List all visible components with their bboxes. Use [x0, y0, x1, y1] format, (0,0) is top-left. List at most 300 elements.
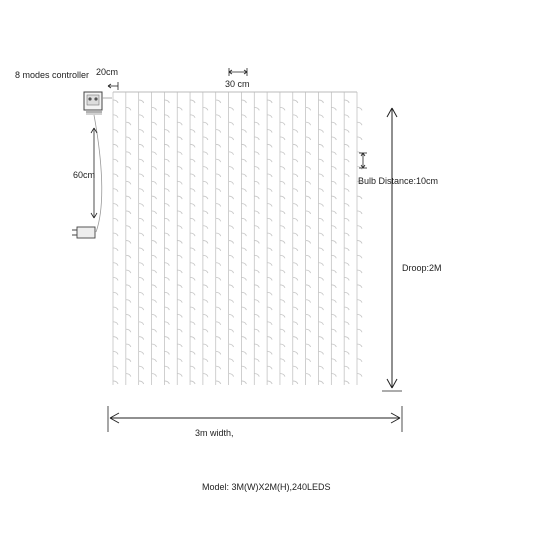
led-strand: [357, 92, 362, 385]
led-bulb-icon: [164, 115, 169, 118]
led-bulb-icon: [139, 337, 144, 340]
led-bulb-icon: [254, 226, 259, 229]
led-bulb-icon: [126, 374, 131, 377]
led-bulb-icon: [164, 351, 169, 354]
led-bulb-icon: [267, 263, 272, 266]
led-bulb-icon: [280, 211, 285, 214]
led-bulb-icon: [241, 292, 246, 295]
led-bulb-icon: [318, 366, 323, 369]
led-bulb-icon: [306, 211, 311, 214]
led-bulb-icon: [306, 329, 311, 332]
droop-label: Droop:2M: [402, 263, 442, 273]
led-bulb-icon: [203, 167, 208, 170]
led-bulb-icon: [357, 344, 362, 347]
led-bulb-icon: [203, 255, 208, 258]
led-bulb-icon: [229, 314, 234, 317]
led-bulb-icon: [280, 270, 285, 273]
led-bulb-icon: [241, 233, 246, 236]
led-bulb-icon: [254, 137, 259, 140]
led-bulb-icon: [344, 337, 349, 340]
led-bulb-icon: [241, 351, 246, 354]
led-bulb-icon: [293, 100, 298, 103]
led-strand: [280, 92, 285, 385]
led-bulb-icon: [164, 263, 169, 266]
led-bulb-icon: [241, 366, 246, 369]
led-bulb-icon: [139, 263, 144, 266]
led-bulb-icon: [267, 233, 272, 236]
led-bulb-icon: [280, 374, 285, 377]
led-bulb-icon: [126, 167, 131, 170]
led-bulb-icon: [203, 226, 208, 229]
led-bulb-icon: [331, 285, 336, 288]
model-label: Model: 3M(W)X2M(H),240LEDS: [202, 482, 331, 492]
led-bulb-icon: [177, 329, 182, 332]
led-bulb-icon: [344, 218, 349, 221]
led-bulb-icon: [254, 300, 259, 303]
led-bulb-icon: [280, 226, 285, 229]
led-bulb-icon: [357, 122, 362, 125]
led-bulb-icon: [331, 241, 336, 244]
led-strand: [126, 92, 131, 385]
led-bulb-icon: [139, 277, 144, 280]
led-bulb-icon: [164, 189, 169, 192]
led-bulb-icon: [216, 292, 221, 295]
led-bulb-icon: [139, 159, 144, 162]
led-bulb-icon: [293, 115, 298, 118]
led-bulb-icon: [126, 211, 131, 214]
led-bulb-icon: [267, 130, 272, 133]
led-bulb-icon: [306, 107, 311, 110]
led-bulb-icon: [139, 174, 144, 177]
led-bulb-icon: [126, 122, 131, 125]
led-bulb-icon: [229, 196, 234, 199]
led-bulb-icon: [267, 337, 272, 340]
led-bulb-icon: [190, 381, 195, 384]
led-bulb-icon: [344, 204, 349, 207]
led-bulb-icon: [126, 300, 131, 303]
led-bulb-icon: [139, 218, 144, 221]
led-bulb-icon: [177, 300, 182, 303]
led-bulb-icon: [126, 152, 131, 155]
led-strand: [241, 92, 246, 385]
led-bulb-icon: [203, 270, 208, 273]
led-bulb-icon: [152, 226, 157, 229]
led-bulb-icon: [306, 181, 311, 184]
led-bulb-icon: [152, 181, 157, 184]
led-strand: [254, 92, 259, 385]
led-bulb-icon: [344, 144, 349, 147]
led-bulb-icon: [357, 374, 362, 377]
led-bulb-icon: [331, 107, 336, 110]
led-bulb-icon: [113, 144, 118, 147]
led-bulb-icon: [267, 366, 272, 369]
led-bulb-icon: [113, 233, 118, 236]
controller-box-icon: [84, 92, 102, 114]
led-bulb-icon: [113, 218, 118, 221]
led-bulb-icon: [152, 255, 157, 258]
led-bulb-icon: [139, 204, 144, 207]
led-bulb-icon: [344, 248, 349, 251]
led-bulb-icon: [203, 196, 208, 199]
led-bulb-icon: [331, 359, 336, 362]
led-bulb-icon: [177, 314, 182, 317]
led-bulb-icon: [318, 248, 323, 251]
led-bulb-icon: [216, 130, 221, 133]
led-bulb-icon: [152, 314, 157, 317]
led-bulb-icon: [254, 122, 259, 125]
led-bulb-icon: [318, 218, 323, 221]
led-bulb-icon: [331, 344, 336, 347]
led-bulb-icon: [203, 152, 208, 155]
led-bulb-icon: [229, 300, 234, 303]
led-bulb-icon: [241, 174, 246, 177]
led-bulb-icon: [318, 233, 323, 236]
led-bulb-icon: [177, 285, 182, 288]
led-bulb-icon: [229, 285, 234, 288]
led-bulb-icon: [306, 137, 311, 140]
led-bulb-icon: [344, 307, 349, 310]
led-bulb-icon: [216, 144, 221, 147]
led-bulb-icon: [126, 181, 131, 184]
led-bulb-icon: [267, 277, 272, 280]
droop-arrow: [382, 108, 402, 391]
led-bulb-icon: [280, 167, 285, 170]
led-bulb-icon: [216, 204, 221, 207]
led-bulb-icon: [203, 285, 208, 288]
led-bulb-icon: [216, 159, 221, 162]
led-bulb-icon: [190, 307, 195, 310]
led-bulb-icon: [241, 115, 246, 118]
led-bulb-icon: [280, 181, 285, 184]
led-bulb-icon: [164, 174, 169, 177]
led-bulb-icon: [177, 241, 182, 244]
led-bulb-icon: [126, 255, 131, 258]
led-bulb-icon: [241, 204, 246, 207]
led-bulb-icon: [216, 322, 221, 325]
led-bulb-icon: [331, 122, 336, 125]
led-bulb-icon: [318, 263, 323, 266]
cable-length-label: 60cm: [73, 170, 96, 180]
led-bulb-icon: [344, 159, 349, 162]
led-bulb-icon: [357, 359, 362, 362]
led-bulb-icon: [306, 300, 311, 303]
led-bulb-icon: [293, 322, 298, 325]
led-bulb-icon: [344, 100, 349, 103]
plug-icon: [72, 227, 95, 238]
led-bulb-icon: [216, 366, 221, 369]
led-bulb-icon: [267, 292, 272, 295]
led-bulb-icon: [190, 277, 195, 280]
led-bulb-icon: [318, 189, 323, 192]
led-bulb-icon: [357, 270, 362, 273]
led-bulb-icon: [267, 381, 272, 384]
led-bulb-icon: [216, 100, 221, 103]
led-bulb-icon: [306, 241, 311, 244]
led-bulb-icon: [267, 322, 272, 325]
led-bulb-icon: [203, 314, 208, 317]
led-bulb-icon: [216, 115, 221, 118]
led-bulb-icon: [164, 159, 169, 162]
led-curtain: [113, 92, 362, 385]
led-bulb-icon: [152, 270, 157, 273]
led-bulb-icon: [177, 181, 182, 184]
led-bulb-icon: [280, 137, 285, 140]
led-bulb-icon: [164, 248, 169, 251]
led-bulb-icon: [254, 344, 259, 347]
led-bulb-icon: [113, 248, 118, 251]
led-bulb-icon: [280, 152, 285, 155]
led-bulb-icon: [229, 329, 234, 332]
led-bulb-icon: [229, 181, 234, 184]
led-bulb-icon: [139, 144, 144, 147]
led-bulb-icon: [216, 233, 221, 236]
controller-label: 8 modes controller: [15, 70, 90, 80]
led-bulb-icon: [241, 277, 246, 280]
led-bulb-icon: [164, 144, 169, 147]
led-strand: [229, 92, 234, 385]
led-bulb-icon: [280, 344, 285, 347]
led-bulb-icon: [318, 204, 323, 207]
led-bulb-icon: [318, 174, 323, 177]
led-bulb-icon: [267, 159, 272, 162]
led-bulb-icon: [267, 189, 272, 192]
led-bulb-icon: [241, 248, 246, 251]
led-bulb-icon: [344, 189, 349, 192]
led-bulb-icon: [267, 100, 272, 103]
led-bulb-icon: [203, 329, 208, 332]
led-bulb-icon: [216, 248, 221, 251]
led-bulb-icon: [177, 107, 182, 110]
led-bulb-icon: [164, 204, 169, 207]
led-bulb-icon: [203, 107, 208, 110]
led-bulb-icon: [267, 307, 272, 310]
led-bulb-icon: [190, 322, 195, 325]
led-bulb-icon: [293, 381, 298, 384]
led-bulb-icon: [139, 351, 144, 354]
led-bulb-icon: [241, 100, 246, 103]
strand-spacing-arrow: [229, 68, 247, 76]
led-bulb-icon: [190, 233, 195, 236]
led-bulb-icon: [357, 107, 362, 110]
led-bulb-icon: [357, 226, 362, 229]
led-bulb-icon: [331, 314, 336, 317]
led-bulb-icon: [293, 218, 298, 221]
led-bulb-icon: [126, 285, 131, 288]
led-bulb-icon: [229, 359, 234, 362]
led-bulb-icon: [293, 248, 298, 251]
led-bulb-icon: [152, 107, 157, 110]
led-bulb-icon: [190, 248, 195, 251]
led-bulb-icon: [190, 144, 195, 147]
led-strand: [306, 92, 311, 385]
led-bulb-icon: [190, 130, 195, 133]
led-bulb-icon: [293, 174, 298, 177]
led-bulb-icon: [241, 381, 246, 384]
led-bulb-icon: [306, 285, 311, 288]
led-bulb-icon: [139, 233, 144, 236]
led-bulb-icon: [190, 337, 195, 340]
led-bulb-icon: [113, 366, 118, 369]
led-bulb-icon: [139, 366, 144, 369]
led-bulb-icon: [177, 196, 182, 199]
led-bulb-icon: [113, 204, 118, 207]
led-bulb-icon: [190, 351, 195, 354]
led-bulb-icon: [331, 270, 336, 273]
led-bulb-icon: [344, 381, 349, 384]
led-bulb-icon: [216, 351, 221, 354]
led-bulb-icon: [203, 122, 208, 125]
led-bulb-icon: [306, 152, 311, 155]
led-bulb-icon: [216, 218, 221, 221]
led-bulb-icon: [113, 307, 118, 310]
led-bulb-icon: [293, 337, 298, 340]
led-bulb-icon: [331, 300, 336, 303]
led-bulb-icon: [152, 329, 157, 332]
led-bulb-icon: [241, 159, 246, 162]
led-bulb-icon: [344, 233, 349, 236]
led-bulb-icon: [306, 359, 311, 362]
led-strand: [318, 92, 323, 385]
led-bulb-icon: [113, 263, 118, 266]
led-strand: [344, 92, 349, 385]
led-bulb-icon: [254, 196, 259, 199]
led-bulb-icon: [203, 137, 208, 140]
led-bulb-icon: [331, 211, 336, 214]
led-bulb-icon: [344, 277, 349, 280]
led-bulb-icon: [254, 211, 259, 214]
led-bulb-icon: [267, 144, 272, 147]
led-bulb-icon: [344, 366, 349, 369]
width-arrow: [108, 406, 402, 432]
led-bulb-icon: [139, 292, 144, 295]
led-bulb-icon: [139, 322, 144, 325]
led-bulb-icon: [229, 107, 234, 110]
led-bulb-icon: [152, 241, 157, 244]
led-bulb-icon: [113, 159, 118, 162]
led-bulb-icon: [164, 218, 169, 221]
led-bulb-icon: [164, 233, 169, 236]
led-bulb-icon: [216, 263, 221, 266]
led-bulb-icon: [267, 248, 272, 251]
led-strand: [267, 92, 272, 385]
led-bulb-icon: [241, 263, 246, 266]
led-bulb-icon: [280, 314, 285, 317]
led-bulb-icon: [229, 241, 234, 244]
width-label: 3m width,: [195, 428, 234, 438]
led-bulb-icon: [254, 181, 259, 184]
led-bulb-icon: [139, 130, 144, 133]
led-bulb-icon: [126, 137, 131, 140]
led-bulb-icon: [190, 189, 195, 192]
led-strand: [139, 92, 144, 385]
led-bulb-icon: [254, 255, 259, 258]
led-bulb-icon: [344, 115, 349, 118]
led-bulb-icon: [241, 218, 246, 221]
led-bulb-icon: [254, 241, 259, 244]
led-bulb-icon: [113, 100, 118, 103]
led-bulb-icon: [126, 226, 131, 229]
led-bulb-icon: [152, 137, 157, 140]
led-bulb-icon: [293, 189, 298, 192]
led-bulb-icon: [357, 285, 362, 288]
led-bulb-icon: [267, 351, 272, 354]
led-bulb-icon: [177, 359, 182, 362]
led-bulb-icon: [152, 211, 157, 214]
led-bulb-icon: [203, 344, 208, 347]
led-bulb-icon: [318, 159, 323, 162]
led-bulb-icon: [306, 255, 311, 258]
led-bulb-icon: [177, 270, 182, 273]
led-bulb-icon: [241, 130, 246, 133]
power-cable: [94, 115, 102, 232]
led-bulb-icon: [190, 115, 195, 118]
led-bulb-icon: [331, 181, 336, 184]
led-bulb-icon: [177, 344, 182, 347]
led-bulb-icon: [139, 307, 144, 310]
led-bulb-icon: [113, 115, 118, 118]
led-bulb-icon: [203, 241, 208, 244]
led-bulb-icon: [126, 344, 131, 347]
led-bulb-icon: [241, 144, 246, 147]
led-bulb-icon: [254, 270, 259, 273]
led-bulb-icon: [203, 359, 208, 362]
led-bulb-icon: [126, 359, 131, 362]
led-bulb-icon: [344, 351, 349, 354]
led-bulb-icon: [357, 196, 362, 199]
led-bulb-icon: [331, 255, 336, 258]
led-bulb-icon: [280, 122, 285, 125]
led-strand: [177, 92, 182, 385]
led-bulb-icon: [318, 292, 323, 295]
led-bulb-icon: [357, 137, 362, 140]
led-bulb-icon: [229, 137, 234, 140]
led-bulb-icon: [113, 351, 118, 354]
led-bulb-icon: [152, 374, 157, 377]
led-bulb-icon: [267, 174, 272, 177]
led-bulb-icon: [190, 174, 195, 177]
led-bulb-icon: [254, 359, 259, 362]
led-bulb-icon: [229, 122, 234, 125]
led-bulb-icon: [254, 285, 259, 288]
led-bulb-icon: [267, 115, 272, 118]
led-bulb-icon: [306, 196, 311, 199]
led-bulb-icon: [152, 344, 157, 347]
led-bulb-icon: [229, 374, 234, 377]
led-bulb-icon: [357, 241, 362, 244]
led-bulb-icon: [280, 107, 285, 110]
led-bulb-icon: [293, 366, 298, 369]
led-bulb-icon: [254, 167, 259, 170]
led-bulb-icon: [331, 329, 336, 332]
led-bulb-icon: [318, 277, 323, 280]
led-bulb-icon: [152, 152, 157, 155]
led-bulb-icon: [293, 144, 298, 147]
led-bulb-icon: [293, 233, 298, 236]
led-bulb-icon: [216, 337, 221, 340]
led-bulb-icon: [190, 100, 195, 103]
led-bulb-icon: [357, 255, 362, 258]
led-strand: [331, 92, 336, 385]
led-bulb-icon: [229, 255, 234, 258]
led-bulb-icon: [216, 381, 221, 384]
led-bulb-icon: [344, 263, 349, 266]
led-bulb-icon: [164, 292, 169, 295]
led-bulb-icon: [331, 226, 336, 229]
led-bulb-icon: [344, 292, 349, 295]
led-bulb-icon: [113, 189, 118, 192]
led-bulb-icon: [139, 189, 144, 192]
led-bulb-icon: [177, 167, 182, 170]
